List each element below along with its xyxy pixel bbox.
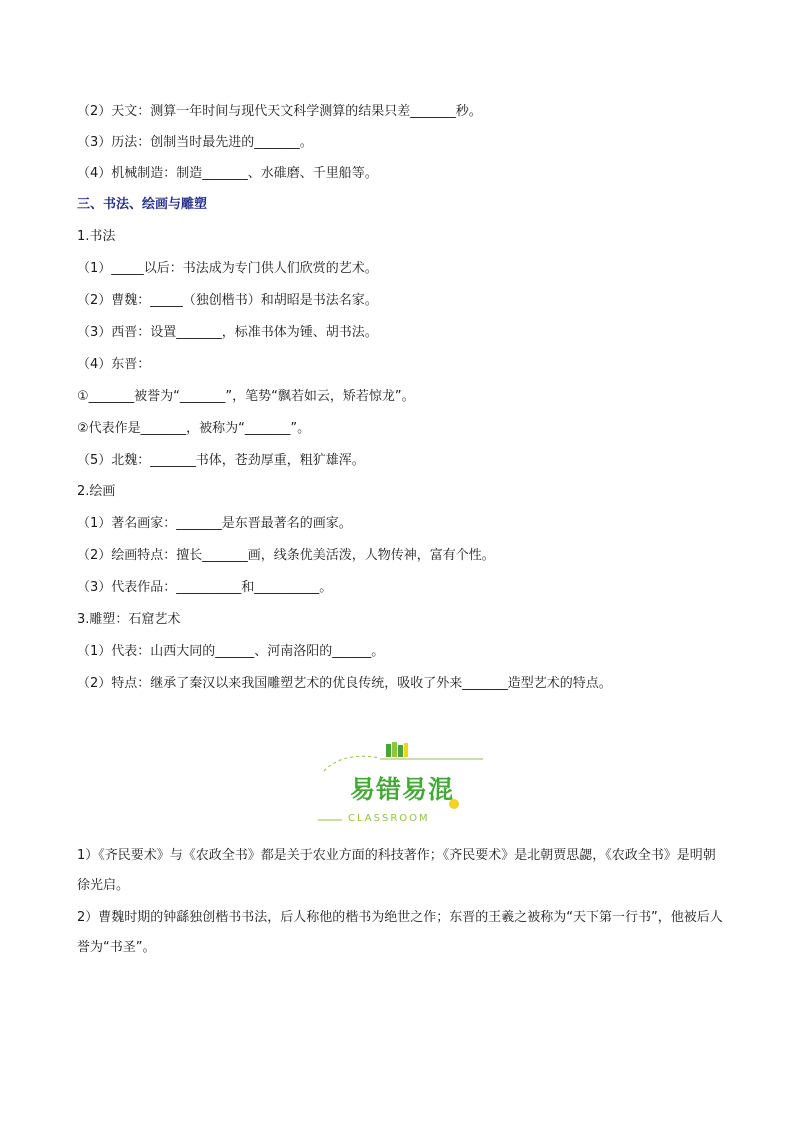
item-painting-1: （1）著名画家：_______是东晋最著名的画家。 [77, 516, 352, 531]
item-sculpture-1: （1）代表：山西大同的______、河南洛阳的______。 [77, 644, 385, 659]
books-icon [386, 742, 408, 757]
item-astronomy: （2）天文：测算一年时间与现代天文科学测算的结果只差_______秒。 [77, 104, 482, 119]
item-sculpture-2: （2）特点：继承了秦汉以来我国雕塑艺术的优良传统，吸收了外来_______造型艺术的特点。 [77, 676, 612, 691]
item-calendar: （3）历法：创制当时最先进的_______。 [77, 135, 313, 150]
item-painting-2: （2）绘画特点：擅长_______画，线条优美活泼，人物传神，富有个性。 [77, 548, 495, 563]
item-calligraphy-4b: ②代表作是_______，被称为“_______”。 [77, 421, 311, 436]
banner-title: 易错易混 [350, 775, 455, 804]
subheading-painting: 2.绘画 [77, 484, 116, 499]
banner-subtitle: CLASSROOM [348, 813, 430, 824]
note-2: 2）曹魏时期的钟繇独创楷书书法，后人称他的楷书为绝世之作；东晋的王羲之被称为“天下第一行书”，他被后人誉为“书圣”。 [77, 910, 723, 955]
item-calligraphy-4: （4）东晋： [77, 357, 151, 372]
item-machinery: （4）机械制造：制造_______、水碓磨、千里船等。 [77, 166, 378, 181]
item-calligraphy-1: （1）_____以后：书法成为专门供人们欣赏的艺术。 [77, 261, 378, 276]
error-prone-banner [318, 738, 488, 830]
item-calligraphy-4a: ①_______被誉为“_______”，笔势“飘若如云，矫若惊龙”。 [77, 389, 415, 404]
item-painting-3: （3）代表作品：__________和__________。 [77, 580, 333, 595]
subheading-sculpture: 3.雕塑：石窟艺术 [77, 612, 181, 627]
note-1: 1）《齐民要术》与《农政全书》都是关于农业方面的科技著作；《齐民要术》是北朝贾思勰，《农政全书》是明朝徐光启。 [77, 848, 716, 893]
item-calligraphy-5: （5）北魏：_______书体，苍劲厚重，粗犷雄浑。 [77, 453, 365, 468]
item-calligraphy-3: （3）西晋：设置_______，标准书体为锺、胡书法。 [77, 325, 378, 340]
item-calligraphy-2: （2）曹魏：_____（独创楷书）和胡昭是书法名家。 [77, 293, 378, 308]
section-heading: 三、书法、绘画与雕塑 [77, 197, 208, 212]
subheading-calligraphy: 1.书法 [77, 229, 116, 244]
